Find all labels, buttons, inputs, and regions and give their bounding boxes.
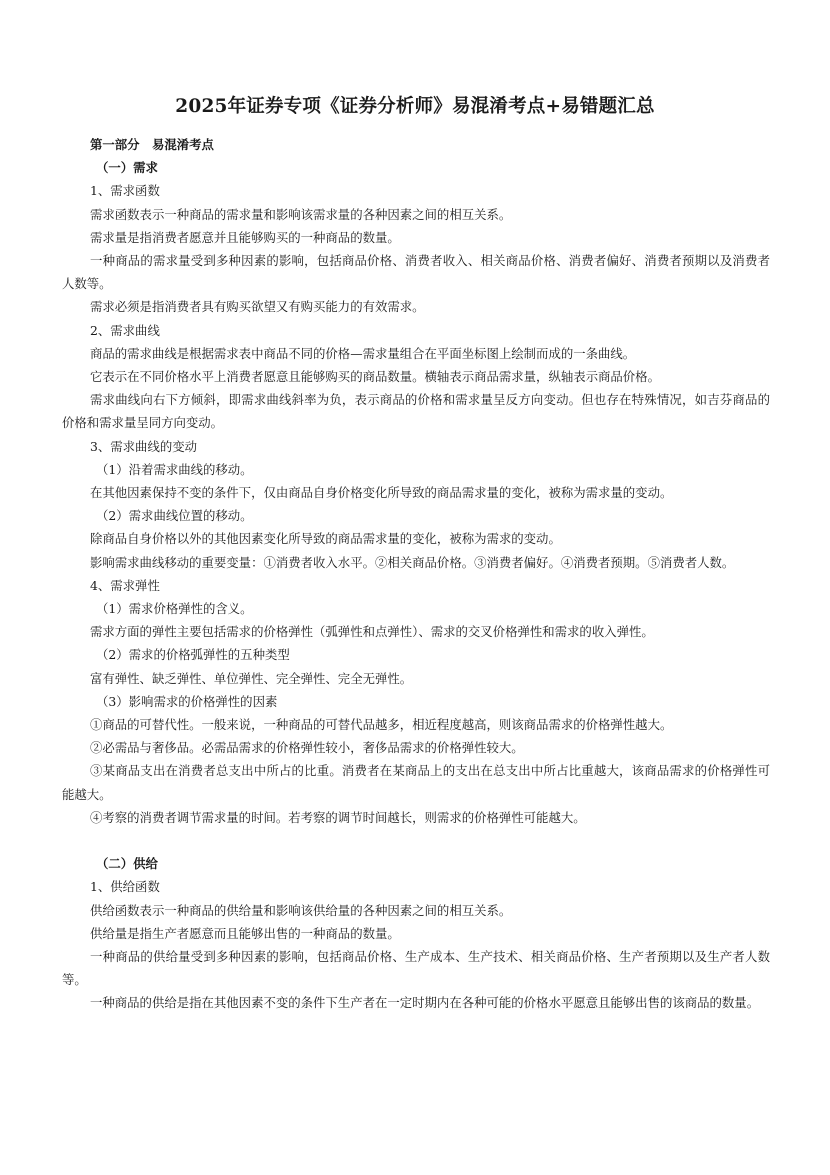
paragraph: 商品的需求曲线是根据需求表中商品不同的价格—需求量组合在平面坐标图上绘制而成的一条曲线。 (90, 345, 636, 361)
paragraph: 需求曲线向右下方倾斜，即需求曲线斜率为负，表示商品的价格和需求量呈反方向变动。但也存在特殊情况，如吉芬商品的价格和需求量呈同方向变动。 (62, 392, 770, 431)
paragraph: （1）需求价格弹性的含义。 (96, 601, 253, 617)
paragraph: 需求方面的弹性主要包括需求的价格弹性（弧弹性和点弹性）、需求的交叉价格弹性和需求的收入弹性。 (90, 624, 654, 640)
paragraph: 需求必须是指消费者具有购买欲望又有购买能力的有效需求。 (90, 299, 425, 315)
paragraph: 一种商品的供给量受到多种因素的影响，包括商品价格、生产成本、生产技术、相关商品价格、生产者预期以及生产者人数等。 (62, 948, 770, 988)
paragraph: 影响需求曲线移动的重要变量：①消费者收入水平。②相关商品价格。③消费者偏好。④消费者预期。⑤消费者人数。 (90, 554, 735, 570)
paragraph: 富有弹性、缺乏弹性、单位弹性、完全弹性、完全无弹性。 (90, 670, 413, 686)
paragraph: 3、需求曲线的变动 (90, 438, 198, 454)
paragraph: 除商品自身价格以外的其他因素变化所导致的商品需求量的变化，被称为需求的变动。 (90, 531, 561, 547)
paragraph: ②必需品与奢侈品。必需品需求的价格弹性较小，奢侈品需求的价格弹性较大。 (90, 740, 524, 756)
paragraph: 2、需求曲线 (90, 322, 160, 338)
paragraph: 需求量是指消费者愿意并且能够购买的一种商品的数量。 (90, 229, 400, 245)
paragraph: 4、需求弹性 (90, 577, 160, 593)
paragraph: （3）影响需求的价格弹性的因素 (96, 693, 278, 709)
section-spacer (62, 829, 770, 852)
document-title: 2025年证券专项《证券分析师》易混淆考点+易错题汇总 (175, 96, 655, 117)
document-body (62, 133, 770, 1015)
paragraph: （2）需求的价格弧弹性的五种类型 (96, 647, 290, 663)
paragraph: （2）需求曲线位置的移动。 (96, 508, 253, 524)
paragraph: ①商品的可替代性。一般来说，一种商品的可替代品越多，相近程度越高，则该商品需求的价格弹性越大。 (90, 717, 673, 733)
section-heading: （一）需求 (96, 160, 158, 176)
paragraph: 在其他因素保持不变的条件下，仅由商品自身价格变化所导致的商品需求量的变化，被称为需求量的变动。 (90, 485, 673, 501)
paragraph: 它表示在不同价格水平上消费者愿意且能够购买的商品数量。横轴表示商品需求量，纵轴表示商品价格。 (90, 369, 660, 385)
paragraph: ④考察的消费者调节需求量的时间。若考察的调节时间越长，则需求的价格弹性可能越大。 (90, 809, 586, 825)
paragraph: 需求函数表示一种商品的需求量和影响该需求量的各种因素之间的相互关系。 (90, 206, 512, 222)
section-heading: （二）供给 (96, 856, 158, 872)
paragraph: （1）沿着需求曲线的移动。 (96, 461, 253, 477)
paragraph: ③某商品支出在消费者总支出中所占的比重。消费者在某商品上的支出在总支出中所占比重越大，该商品需求的价格弹性可能越大。 (62, 763, 770, 802)
paragraph: 一种商品的供给是指在其他因素不变的条件下生产者在一定时期内在各种可能的价格水平愿意且能够出售的该商品的数量。 (90, 995, 760, 1011)
paragraph: 供给函数表示一种商品的供给量和影响该供给量的各种因素之间的相互关系。 (90, 902, 512, 918)
paragraph: 1、需求函数 (90, 183, 160, 199)
part-heading: 第一部分 易混淆考点 (90, 137, 214, 152)
paragraph: 1、供给函数 (90, 879, 160, 895)
paragraph: 供给量是指生产者愿意而且能够出售的一种商品的数量。 (90, 925, 400, 941)
paragraph: 一种商品的需求量受到多种因素的影响，包括商品价格、消费者收入、相关商品价格、消费者偏好、消费者预期以及消费者人数等。 (62, 253, 770, 292)
